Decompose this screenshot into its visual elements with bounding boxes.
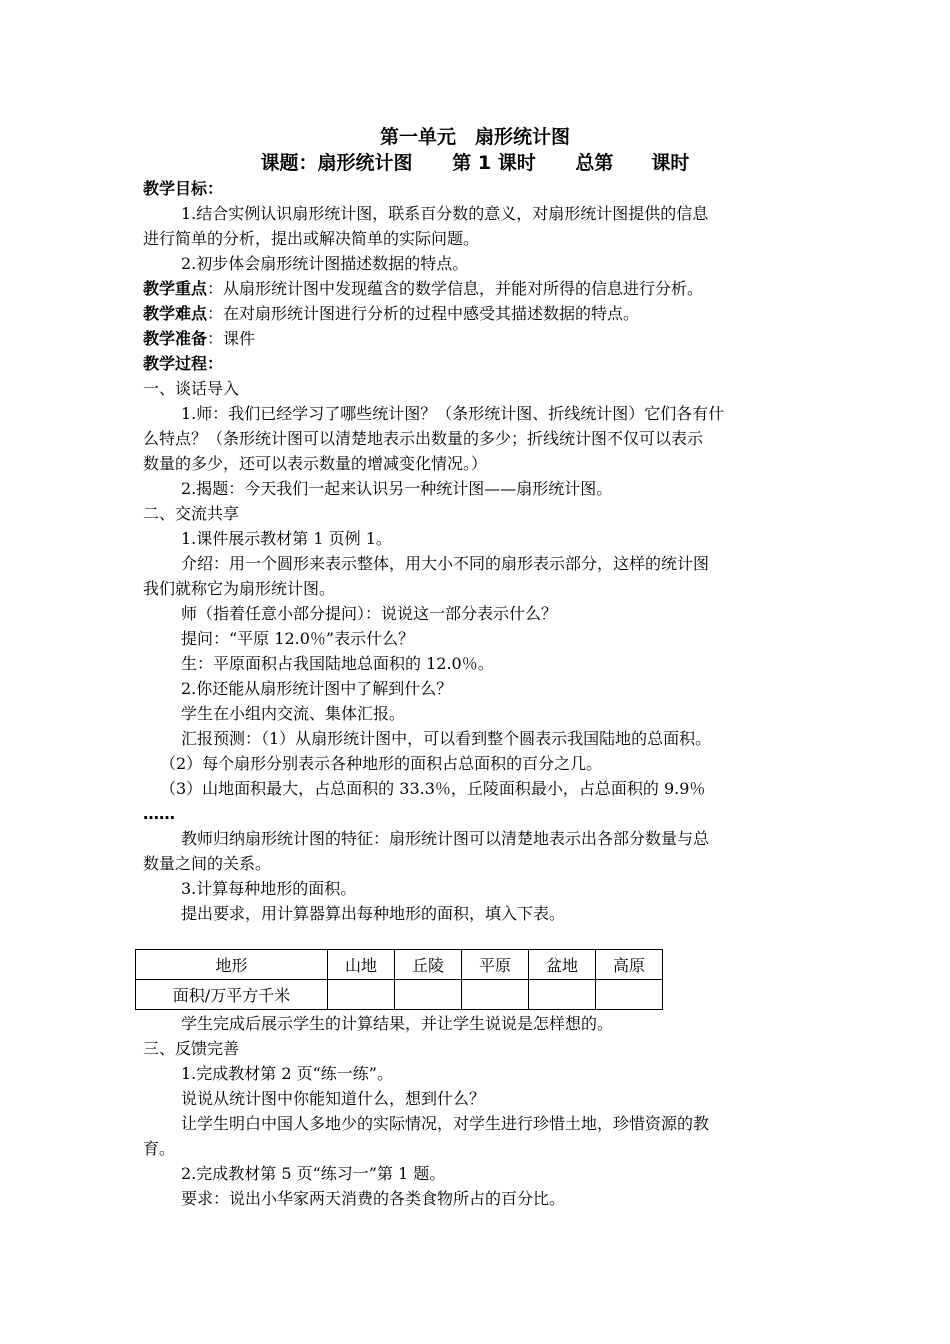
section-2-p2: 2.你还能从扇形统计图中了解到什么？ xyxy=(181,679,453,698)
table-cell xyxy=(596,980,663,1010)
section-2-title: 二、交流共享 xyxy=(143,504,240,523)
difficulty xyxy=(143,301,813,326)
section-1-title: 一、谈话导入 xyxy=(143,379,240,398)
preparation xyxy=(143,326,813,351)
terrain-area-table xyxy=(135,949,663,1010)
objective-2: 2.初步体会扇形统计图描述数据的特点。 xyxy=(181,254,469,273)
section-1-p1-line-1: 1.师：我们已经学习了哪些统计图？（条形统计图、折线统计图）它们各有什 xyxy=(181,404,725,423)
table-header-cell: 平原 xyxy=(462,950,529,980)
section-2-p3: 3.计算每种地形的面积。 xyxy=(181,879,357,898)
lesson-topic: 课题：扇形统计图 xyxy=(260,152,413,174)
table-cell xyxy=(328,980,395,1010)
total-period: 总第 课时 xyxy=(575,152,690,174)
section-1-p2: 2.揭题：今天我们一起来认识另一种统计图——扇形统计图。 xyxy=(181,479,613,498)
section-2-predict-1: 汇报预测：（1）从扇形统计图中，可以看到整个圆表示我国陆地的总面积。 xyxy=(181,729,712,748)
section-2-teacher-question: 师（指着任意小部分提问）：说说这一部分表示什么？ xyxy=(181,604,558,623)
unit-title: 第一单元 扇形统计图 xyxy=(379,126,570,148)
section-1-p1-line-3: 数量的多少，还可以表示数量的增减变化情况。） xyxy=(143,454,488,473)
section-3-p1: 1.完成教材第 2 页“练一练”。 xyxy=(181,1064,393,1083)
section-2-ellipsis: …… xyxy=(143,804,175,823)
section-3-requirement: 要求：说出小华家两天消费的各类食物所占的百分比。 xyxy=(181,1189,566,1208)
section-2-intro-line-1: 介绍：用一个圆形来表示整体，用大小不同的扇形表示部分，这样的统计图 xyxy=(181,554,710,573)
section-3-p2: 2.完成教材第 5 页“练习一”第 1 题。 xyxy=(181,1164,446,1183)
section-3-title: 三、反馈完善 xyxy=(143,1039,240,1058)
table-header-cell: 盆地 xyxy=(529,950,596,980)
objectives-label: 教学目标： xyxy=(143,179,224,198)
preparation-label: 教学准备 xyxy=(143,329,208,348)
section-2-requirement: 提出要求，用计算器算出每种地形的面积，填入下表。 xyxy=(181,904,566,923)
difficulty-text: ：在对扇形统计图进行分析的过程中感受其描述数据的特点。 xyxy=(207,304,640,323)
key-point-label: 教学重点 xyxy=(143,279,208,298)
key-point-text: ：从扇形统计图中发现蕴含的数学信息，并能对所得的信息进行分析。 xyxy=(207,279,704,298)
table-cell xyxy=(529,980,596,1010)
section-2-student: 生：平原面积占我国陆地总面积的 12.0％。 xyxy=(181,654,494,673)
section-3-edu-line-1: 让学生明白中国人多地少的实际情况，对学生进行珍惜土地，珍惜资源的教 xyxy=(181,1114,710,1133)
table-row-label: 面积/万平方千米 xyxy=(136,980,328,1010)
table-header-cell: 山地 xyxy=(328,950,395,980)
section-2-predict-3: （3）山地面积最大，占总面积的 33.3％，丘陵面积最小，占总面积的 9.9％ xyxy=(160,779,706,798)
section-2-group: 学生在小组内交流、集体汇报。 xyxy=(181,704,406,723)
section-2-p1: 1.课件展示教材第 1 页例 1。 xyxy=(181,529,392,548)
difficulty-label: 教学难点 xyxy=(143,304,208,323)
section-3-edu-line-2: 育。 xyxy=(143,1139,176,1158)
section-1-p1-line-2: 么特点？（条形统计图可以清楚地表示出数量的多少；折线统计图不仅可以表示 xyxy=(143,429,704,448)
table-header-cell: 地形 xyxy=(136,950,328,980)
table-cell xyxy=(462,980,529,1010)
section-2-summary-line-2: 数量之间的关系。 xyxy=(143,854,272,873)
section-2-ask: 提问：“平原 12.0％”表示什么？ xyxy=(181,629,415,648)
section-2-intro-line-2: 我们就称它为扇形统计图。 xyxy=(143,579,336,598)
table-row xyxy=(136,980,663,1010)
lesson-period: 第 1 课时 xyxy=(452,152,536,174)
table-header-row xyxy=(136,950,663,980)
table-header-cell: 丘陵 xyxy=(395,950,462,980)
section-2-predict-2: （2）每个扇形分别表示各种地形的面积占总面积的百分之几。 xyxy=(160,754,603,773)
section-2-after-table: 学生完成后展示学生的计算结果，并让学生说说是怎样想的。 xyxy=(181,1014,614,1033)
objective-1-line-1: 1.结合实例认识扇形统计图，联系百分数的意义，对扇形统计图提供的信息 xyxy=(181,204,709,223)
lesson-header xyxy=(0,150,950,176)
table-header-cell: 高原 xyxy=(596,950,663,980)
objective-1-line-2: 进行简单的分析，提出或解决简单的实际问题。 xyxy=(143,229,480,248)
key-point xyxy=(143,276,813,301)
preparation-text: ：课件 xyxy=(207,329,256,348)
table-cell xyxy=(395,980,462,1010)
process-label: 教学过程： xyxy=(143,354,224,373)
section-2-summary-line-1: 教师归纳扇形统计图的特征：扇形统计图可以清楚地表示出各部分数量与总 xyxy=(181,829,710,848)
section-3-say: 说说从统计图中你能知道什么，想到什么？ xyxy=(181,1089,486,1108)
